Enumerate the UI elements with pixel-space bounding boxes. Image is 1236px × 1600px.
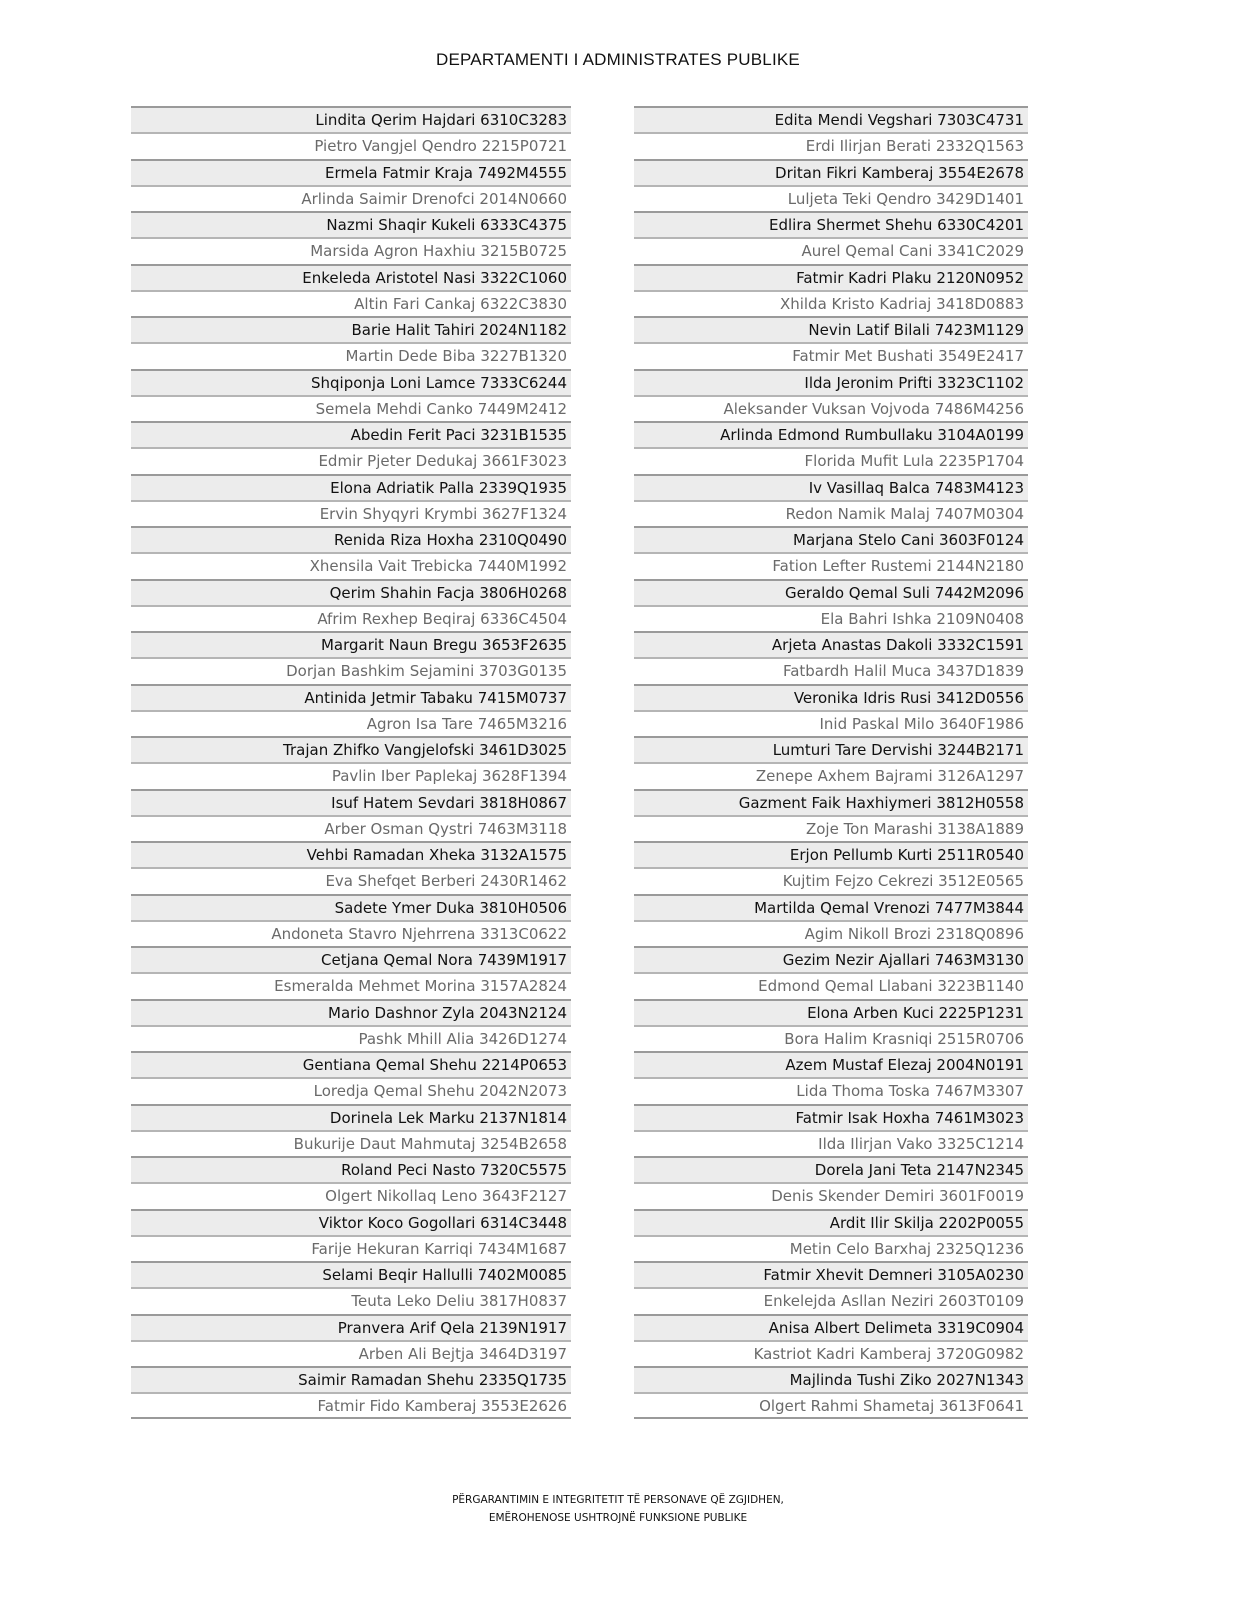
list-item: Arber Osman Qystri 7463M3118 — [131, 815, 571, 841]
list-item: Anisa Albert Delimeta 3319C0904 — [634, 1314, 1028, 1340]
list-item: Majlinda Tushi Ziko 2027N1343 — [634, 1366, 1028, 1392]
list-item: Andoneta Stavro Njehrrena 3313C0622 — [131, 920, 571, 946]
list-item: Vehbi Ramadan Xheka 3132A1575 — [131, 841, 571, 867]
list-item: Agron Isa Tare 7465M3216 — [131, 710, 571, 736]
list-item: Edita Mendi Vegshari 7303C4731 — [634, 106, 1028, 132]
list-item: Qerim Shahin Facja 3806H0268 — [131, 579, 571, 605]
list-item: Veronika Idris Rusi 3412D0556 — [634, 684, 1028, 710]
list-item: Denis Skender Demiri 3601F0019 — [634, 1182, 1028, 1208]
list-item: Lumturi Tare Dervishi 3244B2171 — [634, 736, 1028, 762]
list-item: Olgert Rahmi Shametaj 3613F0641 — [634, 1392, 1028, 1418]
list-item: Inid Paskal Milo 3640F1986 — [634, 710, 1028, 736]
list-item: Azem Mustaf Elezaj 2004N0191 — [634, 1051, 1028, 1077]
list-item: Lida Thoma Toska 7467M3307 — [634, 1077, 1028, 1103]
list-item: Ilda Jeronim Prifti 3323C1102 — [634, 369, 1028, 395]
list-item: Dorinela Lek Marku 2137N1814 — [131, 1104, 571, 1130]
list-item: Eva Shefqet Berberi 2430R1462 — [131, 867, 571, 893]
list-item: Arjeta Anastas Dakoli 3332C1591 — [634, 631, 1028, 657]
list-item: Margarit Naun Bregu 3653F2635 — [131, 631, 571, 657]
list-item: Loredja Qemal Shehu 2042N2073 — [131, 1077, 571, 1103]
list-item: Aleksander Vuksan Vojvoda 7486M4256 — [634, 395, 1028, 421]
list-item: Fatmir Fido Kamberaj 3553E2626 — [131, 1392, 571, 1418]
list-item: Viktor Koco Gogollari 6314C3448 — [131, 1209, 571, 1235]
list-item: Ela Bahri Ishka 2109N0408 — [634, 605, 1028, 631]
list-item: Metin Celo Barxhaj 2325Q1236 — [634, 1235, 1028, 1261]
list-item: Semela Mehdi Canko 7449M2412 — [131, 395, 571, 421]
list-item: Antinida Jetmir Tabaku 7415M0737 — [131, 684, 571, 710]
list-item: Esmeralda Mehmet Morina 3157A2824 — [131, 972, 571, 998]
list-item: Shqiponja Loni Lamce 7333C6244 — [131, 369, 571, 395]
list-item: Pranvera Arif Qela 2139N1917 — [131, 1314, 571, 1340]
list-item: Zoje Ton Marashi 3138A1889 — [634, 815, 1028, 841]
list-item: Roland Peci Nasto 7320C5575 — [131, 1156, 571, 1182]
list-item: Luljeta Teki Qendro 3429D1401 — [634, 185, 1028, 211]
list-item: Fatmir Isak Hoxha 7461M3023 — [634, 1104, 1028, 1130]
list-item: Ermela Fatmir Kraja 7492M4555 — [131, 159, 571, 185]
list-item: Dritan Fikri Kamberaj 3554E2678 — [634, 159, 1028, 185]
list-item: Ardit Ilir Skilja 2202P0055 — [634, 1209, 1028, 1235]
list-item: Pavlin Iber Paplekaj 3628F1394 — [131, 762, 571, 788]
list-item: Erjon Pellumb Kurti 2511R0540 — [634, 841, 1028, 867]
list-item: Martilda Qemal Vrenozi 7477M3844 — [634, 894, 1028, 920]
list-item: Fatmir Xhevit Demneri 3105A0230 — [634, 1261, 1028, 1287]
list-item: Edmir Pjeter Dedukaj 3661F3023 — [131, 447, 571, 473]
list-item: Geraldo Qemal Suli 7442M2096 — [634, 579, 1028, 605]
list-item: Arlinda Edmond Rumbullaku 3104A0199 — [634, 421, 1028, 447]
right-name-list — [634, 106, 1028, 1419]
list-item: Agim Nikoll Brozi 2318Q0896 — [634, 920, 1028, 946]
list-item: Elona Arben Kuci 2225P1231 — [634, 999, 1028, 1025]
list-item: Saimir Ramadan Shehu 2335Q1735 — [131, 1366, 571, 1392]
list-item: Elona Adriatik Palla 2339Q1935 — [131, 474, 571, 500]
list-item: Martin Dede Biba 3227B1320 — [131, 342, 571, 368]
list-item: Dorela Jani Teta 2147N2345 — [634, 1156, 1028, 1182]
list-item: Farije Hekuran Karriqi 7434M1687 — [131, 1235, 571, 1261]
list-item: Ilda Ilirjan Vako 3325C1214 — [634, 1130, 1028, 1156]
list-item: Aurel Qemal Cani 3341C2029 — [634, 237, 1028, 263]
list-item: Nevin Latif Bilali 7423M1129 — [634, 316, 1028, 342]
list-item: Mario Dashnor Zyla 2043N2124 — [131, 999, 571, 1025]
list-item: Dorjan Bashkim Sejamini 3703G0135 — [131, 657, 571, 683]
list-item: Teuta Leko Deliu 3817H0837 — [131, 1287, 571, 1313]
list-item: Nazmi Shaqir Kukeli 6333C4375 — [131, 211, 571, 237]
list-item: Xhilda Kristo Kadriaj 3418D0883 — [634, 290, 1028, 316]
list-item: Trajan Zhifko Vangjelofski 3461D3025 — [131, 736, 571, 762]
left-name-list — [131, 106, 571, 1419]
list-item: Lindita Qerim Hajdari 6310C3283 — [131, 106, 571, 132]
list-item: Enkelejda Asllan Neziri 2603T0109 — [634, 1287, 1028, 1313]
list-item: Bora Halim Krasniqi 2515R0706 — [634, 1025, 1028, 1051]
list-item: Pashk Mhill Alia 3426D1274 — [131, 1025, 571, 1051]
list-item: Kujtim Fejzo Cekrezi 3512E0565 — [634, 867, 1028, 893]
list-item: Bukurije Daut Mahmutaj 3254B2658 — [131, 1130, 571, 1156]
list-item: Olgert Nikollaq Leno 3643F2127 — [131, 1182, 571, 1208]
list-item: Marsida Agron Haxhiu 3215B0725 — [131, 237, 571, 263]
list-item: Zenepe Axhem Bajrami 3126A1297 — [634, 762, 1028, 788]
list-item: Arlinda Saimir Drenofci 2014N0660 — [131, 185, 571, 211]
list-item: Xhensila Vait Trebicka 7440M1992 — [131, 552, 571, 578]
list-item: Iv Vasillaq Balca 7483M4123 — [634, 474, 1028, 500]
list-item: Pietro Vangjel Qendro 2215P0721 — [131, 132, 571, 158]
list-item: Edlira Shermet Shehu 6330C4201 — [634, 211, 1028, 237]
footer-line-1: PËRGARANTIMIN E INTEGRITETIT TË PERSONAVE QË ZGJIDHEN, — [452, 1494, 784, 1506]
list-item: Altin Fari Cankaj 6322C3830 — [131, 290, 571, 316]
list-item: Redon Namik Malaj 7407M0304 — [634, 500, 1028, 526]
list-item: Ervin Shyqyri Krymbi 3627F1324 — [131, 500, 571, 526]
list-item: Renida Riza Hoxha 2310Q0490 — [131, 526, 571, 552]
list-item: Florida Mufit Lula 2235P1704 — [634, 447, 1028, 473]
list-item: Fation Lefter Rustemi 2144N2180 — [634, 552, 1028, 578]
page-footer — [0, 1491, 1236, 1527]
list-item: Fatmir Met Bushati 3549E2417 — [634, 342, 1028, 368]
page-title: DEPARTAMENTI I ADMINISTRATES PUBLIKE — [436, 50, 800, 69]
list-item: Edmond Qemal Llabani 3223B1140 — [634, 972, 1028, 998]
list-item: Kastriot Kadri Kamberaj 3720G0982 — [634, 1340, 1028, 1366]
list-item: Selami Beqir Hallulli 7402M0085 — [131, 1261, 571, 1287]
list-item: Fatmir Kadri Plaku 2120N0952 — [634, 264, 1028, 290]
list-item: Gentiana Qemal Shehu 2214P0653 — [131, 1051, 571, 1077]
list-item: Enkeleda Aristotel Nasi 3322C1060 — [131, 264, 571, 290]
list-item: Fatbardh Halil Muca 3437D1839 — [634, 657, 1028, 683]
list-item: Barie Halit Tahiri 2024N1182 — [131, 316, 571, 342]
list-item: Gezim Nezir Ajallari 7463M3130 — [634, 946, 1028, 972]
list-item: Abedin Ferit Paci 3231B1535 — [131, 421, 571, 447]
list-item: Cetjana Qemal Nora 7439M1917 — [131, 946, 571, 972]
list-item: Arben Ali Bejtja 3464D3197 — [131, 1340, 571, 1366]
list-item: Gazment Faik Haxhiymeri 3812H0558 — [634, 789, 1028, 815]
list-item: Afrim Rexhep Beqiraj 6336C4504 — [131, 605, 571, 631]
list-item: Marjana Stelo Cani 3603F0124 — [634, 526, 1028, 552]
list-item: Sadete Ymer Duka 3810H0506 — [131, 894, 571, 920]
footer-line-2: EMËROHENOSE USHTROJNË FUNKSIONE PUBLIKE — [488, 1512, 748, 1524]
list-item: Isuf Hatem Sevdari 3818H0867 — [131, 789, 571, 815]
list-item: Erdi Ilirjan Berati 2332Q1563 — [634, 132, 1028, 158]
